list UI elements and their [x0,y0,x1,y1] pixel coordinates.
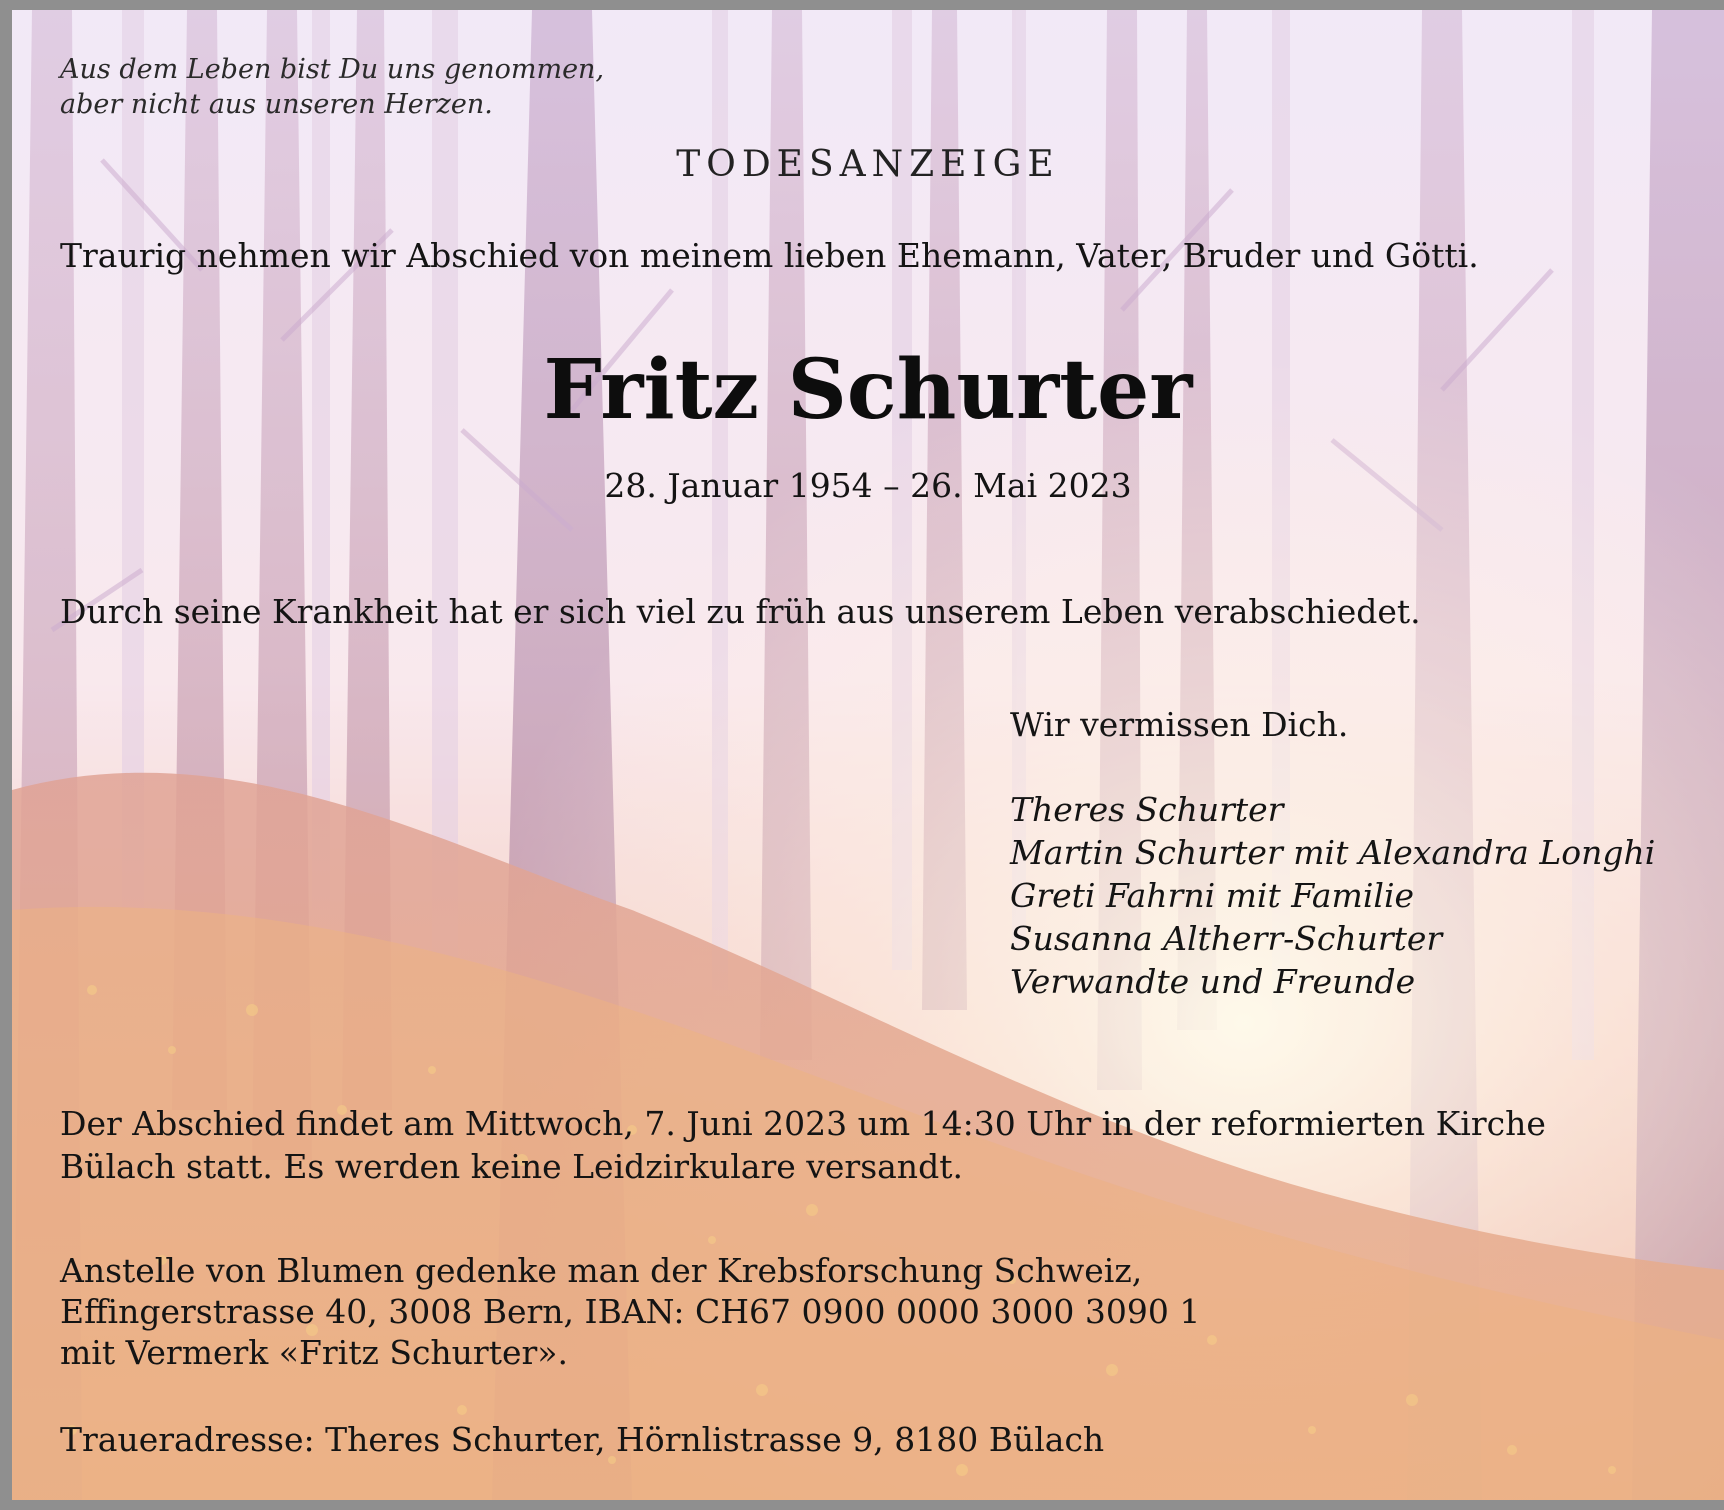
illness-text: Durch seine Krankheit hat er sich viel zu früh aus unserem Leben verabschiedet. [60,592,1421,631]
mourning-address: Traueradresse: Theres Schurter, Hörnlistrasse 9, 8180 Bülach [60,1420,1105,1459]
life-dates: 28. Januar 1954 – 26. Mai 2023 [604,466,1132,505]
intro-text: Traurig nehmen wir Abschied von meinem lieben Ehemann, Vater, Bruder und Götti. [60,236,1479,275]
service-info [60,1102,1546,1188]
mourners-list [1010,788,1655,1003]
motto-line-2: aber nicht aus unseren Herzen. [60,89,493,120]
donation-line-2: Effingerstrasse 40, 3008 Bern, IBAN: CH67 0900 0000 3000 3090 1 [60,1292,1201,1331]
donation-info [60,1250,1200,1373]
donation-line-3: mit Vermerk «Fritz Schurter». [60,1333,568,1372]
mourner-item: Martin Schurter mit Alexandra Longhi [1010,833,1656,872]
mourner-item: Verwandte und Freunde [1010,962,1416,1001]
mourner-item: Susanna Altherr-Schurter [1010,919,1443,958]
motto-line-1: Aus dem Leben bist Du uns genommen, [60,54,605,85]
donation-line-1: Anstelle von Blumen gedenke man der Krebsforschung Schweiz, [60,1251,1143,1290]
miss-text: Wir vermissen Dich. [1010,705,1349,744]
mourner-item: Greti Fahrni mit Familie [1010,876,1415,915]
notice-heading: TODESANZEIGE [676,144,1060,185]
service-line-2: Bülach statt. Es werden keine Leidzirkulare versandt. [60,1147,963,1186]
motto-quote [60,52,604,122]
obituary-notice [12,10,1724,1500]
service-line-1: Der Abschied findet am Mittwoch, 7. Juni 2023 um 14:30 Uhr in der reformierten Kirche [60,1104,1546,1143]
deceased-name: Fritz Schurter [543,342,1193,438]
mourner-item: Theres Schurter [1010,790,1284,829]
